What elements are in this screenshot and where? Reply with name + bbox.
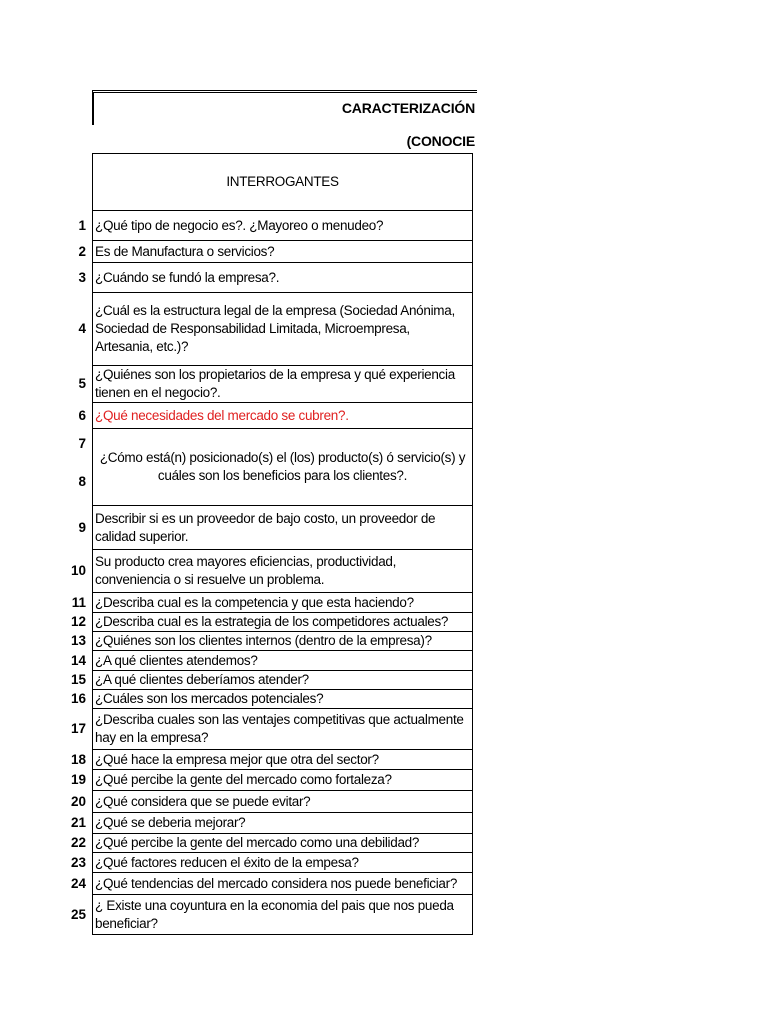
question-text: ¿Describa cual es la estrategia de los competidores actuales? [95, 614, 449, 629]
question-cell-21[interactable] [92, 812, 473, 834]
question-text: ¿Qué hace la empresa mejor que otra del sector? [95, 751, 379, 767]
question-cell-25[interactable] [92, 894, 473, 935]
row-number: 21 [70, 815, 86, 830]
row-number: 4 [78, 321, 86, 336]
question-cell-7[interactable] [92, 428, 473, 506]
question-text: ¿Qué necesidades del mercado se cubren?. [95, 407, 349, 423]
question-cell-24[interactable] [92, 872, 473, 895]
row-number: 20 [70, 793, 86, 809]
row-number: 19 [70, 772, 86, 787]
row-number: 18 [70, 751, 86, 767]
question-text: Su producto crea mayores eficiencias, productividad, conveniencia o si resuelve un problema. [95, 554, 397, 587]
question-text: Describir si es un proveedor de bajo costo, un proveedor de calidad superior. [95, 510, 436, 544]
column-header-label: INTERROGANTES [226, 174, 339, 189]
question-text: ¿Describa cuales son las ventajes competitivas que actualmente hay en la empresa? [95, 712, 464, 745]
column-header-cell[interactable] [92, 153, 473, 211]
question-text: ¿A qué clientes deberíamos atender? [95, 672, 309, 687]
question-text: ¿Cuáles son los mercados potenciales? [95, 691, 324, 706]
document-subtitle: (CONOCIE [406, 133, 475, 149]
row-number: 17 [70, 721, 86, 736]
question-cell-5[interactable] [92, 365, 473, 403]
question-cell-13[interactable] [92, 631, 473, 651]
question-text: ¿Cuándo se fundó la empresa?. [95, 269, 280, 285]
row-number: 9 [78, 519, 86, 535]
row-number: 3 [78, 269, 86, 285]
question-text: ¿Quiénes son los clientes internos (dentro de la empresa)? [95, 633, 432, 648]
question-text: ¿Qué tendencias del mercado considera nos puede beneficiar? [95, 875, 458, 891]
question-text: ¿ Existe una coyuntura en la economia del pais que nos pueda beneficiar? [95, 897, 454, 931]
question-cell-4[interactable] [92, 292, 473, 366]
row-number: 24 [70, 875, 86, 891]
question-cell-12[interactable] [92, 612, 473, 632]
question-text: ¿Qué considera que se puede evitar? [95, 793, 311, 809]
row-number: 14 [70, 652, 86, 668]
row-number: 7 [78, 435, 86, 451]
question-text: ¿Quiénes son los propietarios de la empresa y qué experiencia tienen en el negocio?. [95, 367, 455, 400]
question-text: ¿Qué se deberia mejorar? [95, 815, 246, 830]
row-number: 11 [71, 594, 86, 610]
row-number: 8 [78, 473, 86, 489]
row-number: 6 [78, 407, 86, 423]
question-text: ¿Qué percibe la gente del mercado como fortaleza? [95, 772, 392, 787]
row-number: 2 [78, 243, 86, 259]
question-text: Es de Manufactura o servicios? [95, 243, 275, 259]
row-number: 16 [70, 691, 86, 706]
document-title: CARACTERIZACIÓN [341, 100, 475, 116]
question-cell-10[interactable] [92, 549, 473, 593]
row-number: 1 [78, 217, 86, 233]
question-cell-9[interactable] [92, 505, 473, 550]
question-cell-23[interactable] [92, 852, 473, 873]
question-cell-20[interactable] [92, 790, 473, 813]
row-number: 5 [78, 376, 86, 391]
row-number: 10 [70, 563, 86, 578]
question-cell-17[interactable] [92, 708, 473, 750]
question-text: ¿Cómo está(n) posicionado(s) el (los) producto(s) ó servicio(s) y cuáles son los beneficios para los clientes?. [99, 450, 466, 483]
question-cell-16[interactable] [92, 689, 473, 709]
question-cell-11[interactable] [92, 592, 473, 613]
question-cell-19[interactable] [92, 769, 473, 791]
question-text: ¿Qué tipo de negocio es?. ¿Mayoreo o menudeo? [95, 217, 384, 233]
row-number: 22 [70, 835, 86, 850]
question-text: ¿Qué factores reducen el éxito de la empesa? [95, 854, 359, 870]
question-text: ¿Describa cual es la competencia y que esta haciendo? [95, 594, 414, 610]
row-number: 25 [70, 906, 86, 922]
question-text: ¿Qué percibe la gente del mercado como una debilidad? [95, 835, 420, 850]
question-text: ¿Cuál es la estructura legal de la empresa (Sociedad Anónima, Sociedad de Responsabilidad Limitada, Microempresa, Artesania, etc.)? [95, 303, 455, 354]
question-cell-22[interactable] [92, 833, 473, 853]
question-cell-14[interactable] [92, 650, 473, 671]
question-cell-18[interactable] [92, 749, 473, 770]
question-text: ¿A qué clientes atendemos? [95, 652, 258, 668]
question-cell-6[interactable] [92, 402, 473, 429]
row-number: 12 [70, 614, 86, 629]
question-cell-15[interactable] [92, 670, 473, 690]
question-cell-2[interactable] [92, 240, 473, 263]
question-cell-3[interactable] [92, 262, 473, 293]
row-number: 13 [70, 633, 86, 648]
row-number: 23 [70, 854, 86, 870]
row-number: 15 [70, 672, 86, 687]
question-cell-1[interactable] [92, 210, 473, 241]
